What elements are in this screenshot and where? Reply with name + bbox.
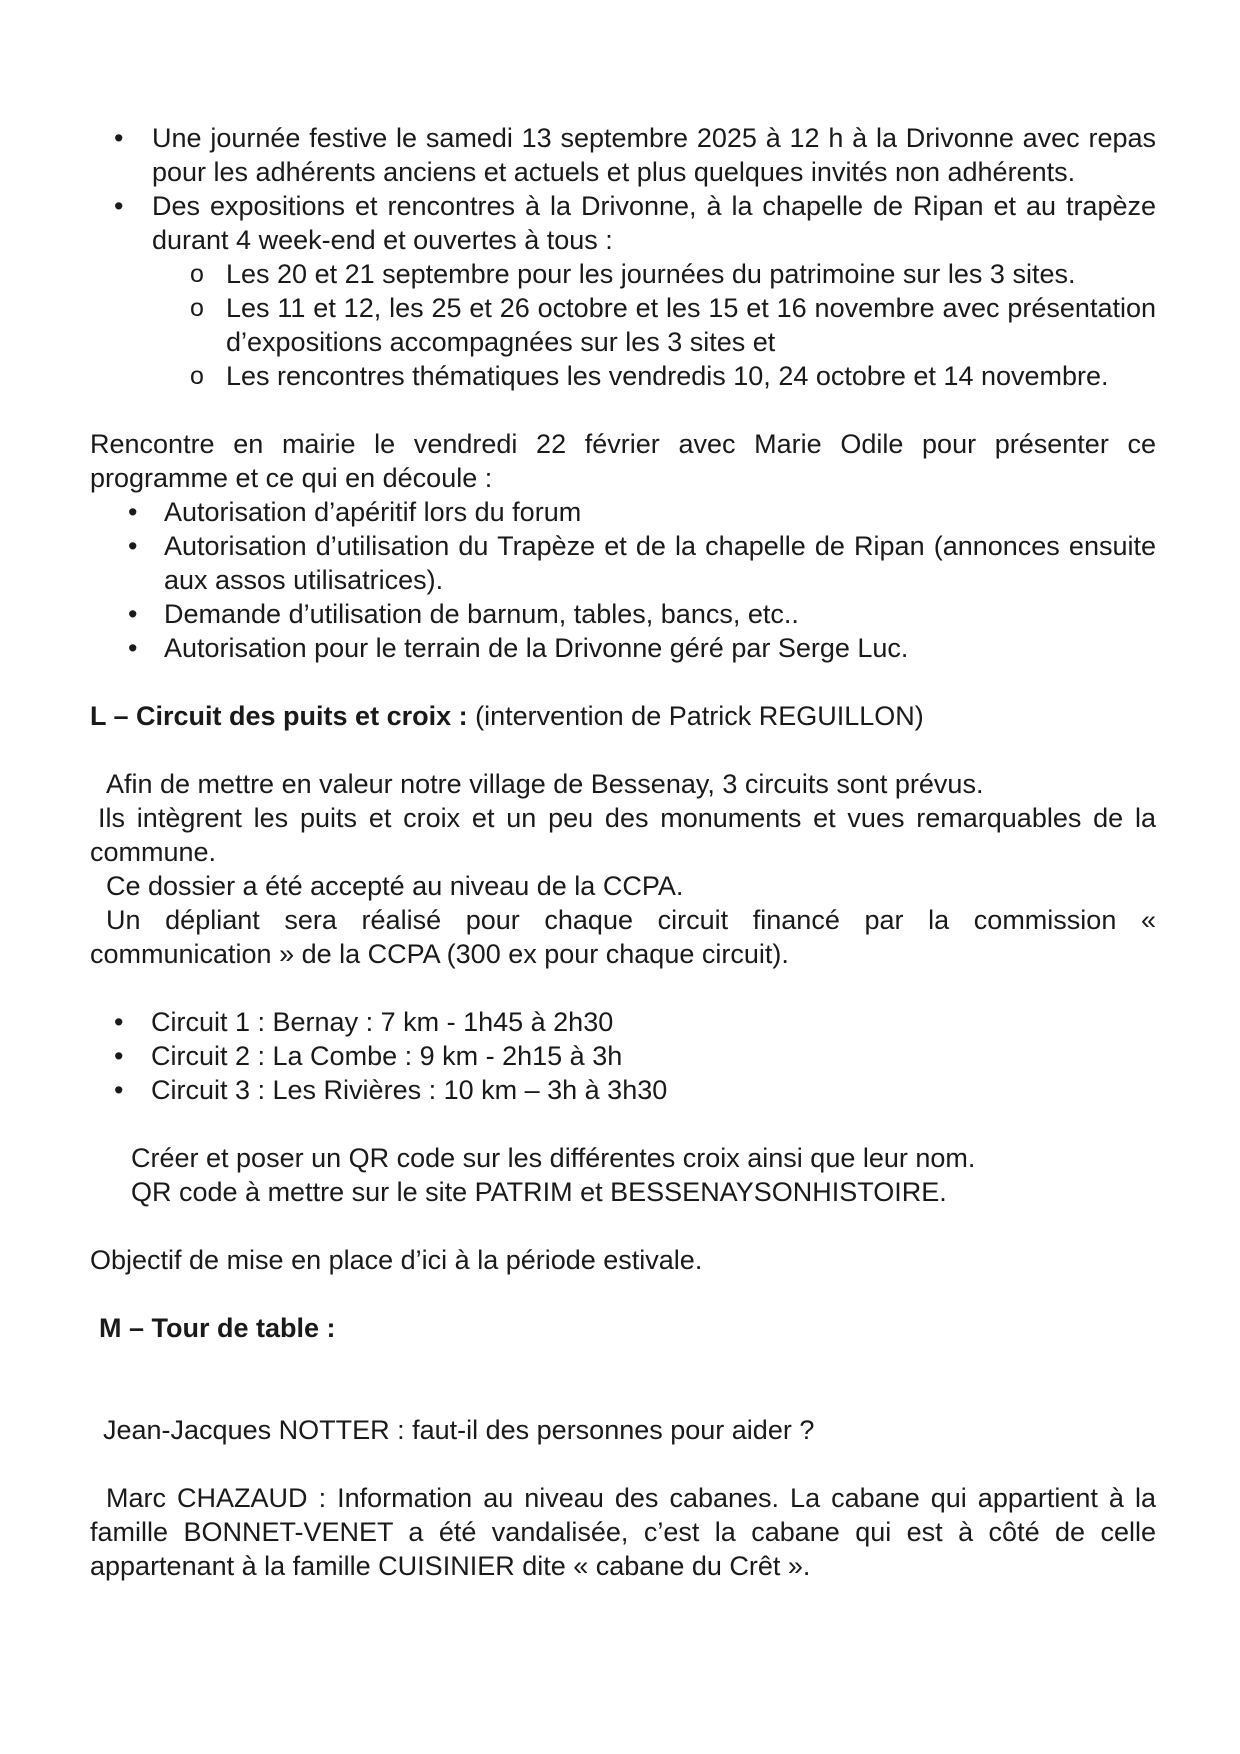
list-item — [90, 189, 1156, 393]
sub-list-item-text: Les rencontres thématiques les vendredis 10, 24 octobre et 14 novembre. — [226, 361, 1109, 391]
document-page — [90, 121, 1156, 1583]
list-item-text: Une journée festive le samedi 13 septembre 2025 à 12 h à la Drivonne avec repas pour les adhérents anciens et actuels et plus quelques invités non adhérents. — [152, 123, 1156, 187]
paragraph: Jean-Jacques NOTTER : faut-il des personnes pour aider ? — [103, 1415, 815, 1445]
section-l-heading — [90, 699, 1156, 733]
list-item-text: Circuit 1 : Bernay : 7 km - 1h45 à 2h30 — [151, 1007, 614, 1037]
list-item-text: Autorisation d’apéritif lors du forum — [164, 497, 582, 527]
paragraph: Ils intègrent les puits et croix et un peu des monuments et vues remarquables de la commune. — [90, 803, 1156, 867]
list-item — [90, 529, 1156, 597]
section-m-title: M – Tour de table : — [99, 1313, 336, 1343]
paragraph: Un dépliant sera réalisé pour chaque circuit financé par la commission « communication » de la CCPA (300 ex pour chaque circuit). — [90, 905, 1156, 969]
paragraph: QR code à mettre sur le site PATRIM et BESSENAYSONHISTOIRE. — [131, 1177, 947, 1207]
section-l-title: L – Circuit des puits et croix : — [90, 701, 468, 731]
mairie-intro: Rencontre en mairie le vendredi 22 février avec Marie Odile pour présenter ce programme et ce qui en découle : — [90, 429, 1156, 493]
paragraph: Créer et poser un QR code sur les différentes croix ainsi que leur nom. — [131, 1143, 976, 1173]
list-item — [90, 597, 1156, 631]
list-item — [90, 121, 1156, 189]
list-item-text: Circuit 2 : La Combe : 9 km - 2h15 à 3h — [151, 1041, 623, 1071]
sub-list-item-text: Les 11 et 12, les 25 et 26 octobre et les 15 et 16 novembre avec présentation d’expositions accompagnées sur les 3 sites et — [226, 293, 1156, 357]
sub-list-item-text: Les 20 et 21 septembre pour les journées du patrimoine sur les 3 sites. — [226, 259, 1076, 289]
expo-sublist — [90, 257, 1156, 393]
list-item-text: Demande d’utilisation de barnum, tables, bancs, etc.. — [164, 599, 799, 629]
list-item-text: Autorisation d’utilisation du Trapèze et de la chapelle de Ripan (annonces ensuite aux assos utilisatrices). — [164, 531, 1156, 595]
list-item-text: Des expositions et rencontres à la Drivonne, à la chapelle de Ripan et au trapèze durant 4 week-end et ouvertes à tous : — [152, 191, 1156, 255]
mairie-list — [90, 495, 1156, 665]
list-item-text: Circuit 3 : Les Rivières : 10 km – 3h à 3h30 — [151, 1075, 668, 1105]
paragraph: Marc CHAZAUD : Information au niveau des cabanes. La cabane qui appartient à la famille BONNET-VENET a été vandalisée, c’est la cabane qui est à côté de celle appartenant à la famille CUISINIER dite « cabane du Crêt ». — [90, 1483, 1156, 1581]
sub-list-item — [90, 257, 1156, 291]
list-item-text: Autorisation pour le terrain de la Drivonne géré par Serge Luc. — [164, 633, 909, 663]
list-item — [90, 1073, 1156, 1107]
list-item — [90, 1005, 1156, 1039]
sub-list-item — [90, 291, 1156, 359]
section-k-list — [90, 121, 1156, 393]
paragraph: Ce dossier a été accepté au niveau de la CCPA. — [106, 871, 684, 901]
circuit-list — [90, 1005, 1156, 1107]
section-l-subtitle: (intervention de Patrick REGUILLON) — [467, 701, 924, 731]
sub-list-item — [90, 359, 1156, 393]
list-item — [90, 1039, 1156, 1073]
list-item — [90, 631, 1156, 665]
list-item — [90, 495, 1156, 529]
paragraph: Afin de mettre en valeur notre village de Bessenay, 3 circuits sont prévus. — [106, 769, 984, 799]
paragraph: Objectif de mise en place d’ici à la période estivale. — [90, 1245, 703, 1275]
